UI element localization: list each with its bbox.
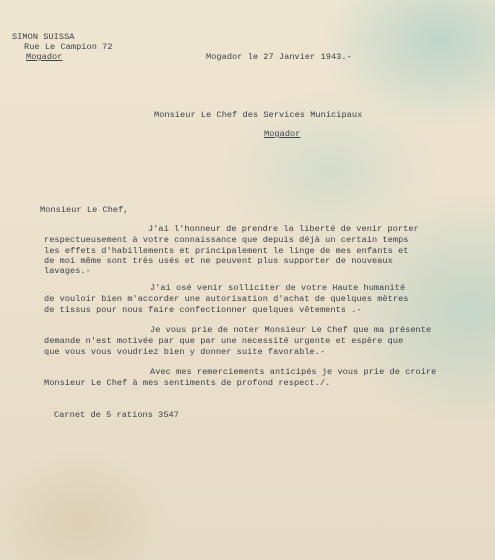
paragraph-line: J'ai l'honneur de prendre la liberté de venir porter [148,224,419,234]
paragraph-line: que vous vous voudriez bien y donner suite favorable.- [44,347,326,357]
date-line: Mogador le 27 Janvier 1943.- [206,52,352,62]
sender-city: Mogador [26,52,63,62]
paragraph-line: de moi même sont très usés et ne peuvent plus supporter de nouveaux [44,256,393,266]
sender-name: SIMON SUISSA [12,32,75,42]
recipient-title: Monsieur Le Chef des Services Municipaux [154,110,363,120]
paragraph-line: Avec mes remerciements anticipés je vous prie de croire [150,367,437,377]
paragraph-line: Monsieur Le Chef à mes sentiments de profond respect./. [44,378,331,388]
salutation: Monsieur Le Chef, [40,205,129,215]
paragraph-line: J'ai osé venir solliciter de votre Haute humanité [150,283,406,293]
paragraph-line: demande n'est motivée par que par une necessité urgente et espère que [44,336,404,346]
paragraph-line: lavages.- [44,266,91,276]
recipient-city: Mogador [264,129,301,139]
ration-card-number: Carnet de 5 rations 3547 [54,410,179,420]
paragraph-line: respectueusement à votre connaissance que depuis déjà un certain temps [44,235,409,245]
sender-street: Rue Le Campion 72 [24,42,113,52]
paragraph-line: de vouloir bien m'accorder une autorisation d'achat de quelques mètres [44,294,409,304]
paragraph-line: les effets d'habillements et principalement le linge de mes enfants et [44,246,409,256]
paragraph-line: Je vous prie de noter Monsieur Le Chef que ma présente [150,325,432,335]
paragraph-line: de tissus pour nous faire confectionner quelques vêtements .- [44,305,362,315]
